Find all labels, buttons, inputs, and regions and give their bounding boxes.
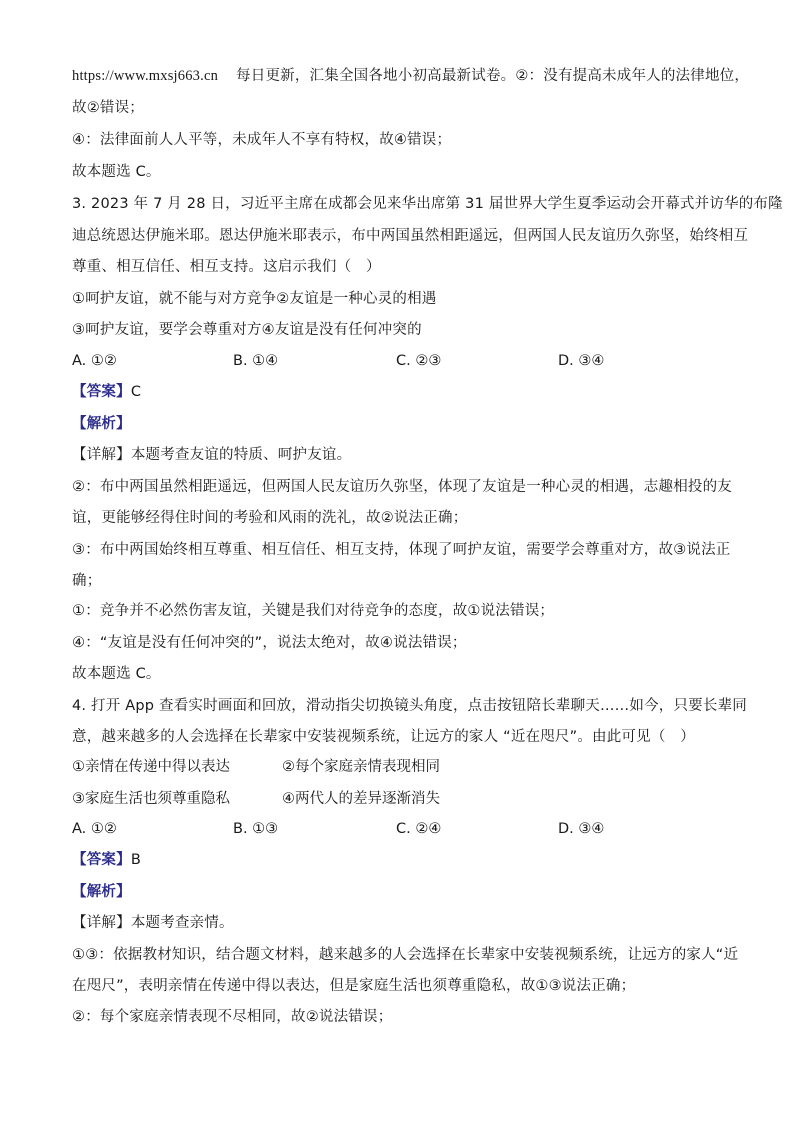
text-line: ②：没有提高未成年人的法律地位， — [515, 68, 750, 84]
question-4-item: ④两代人的差异逐渐消失 — [282, 791, 440, 807]
analysis-tag: 【解析】 — [72, 884, 131, 900]
option-d: D. ③④ — [558, 353, 605, 369]
answer-line — [72, 382, 141, 402]
analysis-text: ②：布中两国虽然相距遥远，但两国人民友谊历久弥坚，体现了友谊是一种心灵的相遇，志趣相投的友 — [72, 479, 732, 495]
analysis-line — [72, 414, 131, 434]
question-3-stem: 尊重、相互信任、相互支持。这启示我们（ ） — [72, 259, 381, 275]
question-4-item: ①亲情在传递中得以表达 — [72, 759, 230, 775]
answer-value: B — [130, 852, 141, 868]
analysis-text: ④：“友谊是没有任何冲突的”，说法太绝对，故④说法错误； — [72, 635, 467, 651]
header-line — [72, 66, 749, 86]
answer-tag: 【答案】 — [72, 384, 131, 400]
detail-tag: 【详解】 — [72, 915, 131, 931]
analysis-text: ③：布中两国始终相互尊重、相互信任、相互支持，体现了呵护友谊，需要学会尊重对方，故③说法正 — [72, 542, 731, 558]
option-d: D. ③④ — [558, 821, 605, 837]
analysis-text: 谊，更能够经得住时间的考验和风雨的洗礼，故②说法正确； — [72, 510, 468, 526]
detail-line — [72, 913, 234, 933]
text-line: 故②错误； — [72, 100, 144, 116]
option-b: B. ①④ — [233, 353, 279, 369]
analysis-text: ②：每个家庭亲情表现不尽相同，故②说法错误； — [72, 1009, 393, 1025]
option-a: A. ①② — [72, 353, 117, 369]
option-a: A. ①② — [72, 821, 117, 837]
detail-tag: 【详解】 — [72, 447, 131, 463]
question-3-items: ③呵护友谊，要学会尊重对方④友谊是没有任何冲突的 — [72, 322, 422, 338]
detail-text: 本题考查亲情。 — [130, 915, 234, 931]
analysis-text: 故本题选 C。 — [72, 666, 161, 682]
question-4-stem: 意，越来越多的人会选择在长辈家中安装视频系统，让远方的家人 “近在咫尺”。由此可见（ ） — [72, 729, 695, 745]
question-3-stem: 3. 2023 年 7 月 28 日，习近平主席在成都会见来华出席第 31 届世界大学生夏季运动会开幕式并访华的布隆 — [72, 196, 783, 212]
question-4-item: ③家庭生活也须尊重隐私 — [72, 791, 230, 807]
analysis-tag: 【解析】 — [72, 416, 131, 432]
text-line: 故本题选 C。 — [72, 164, 161, 180]
analysis-text: 在咫尺”，表明亲情在传递中得以表达，但是家庭生活也须尊重隐私，故①③说法正确； — [72, 978, 636, 994]
question-4-item: ②每个家庭亲情表现相同 — [282, 759, 440, 775]
text-line: ④：法律面前人人平等，未成年人不享有特权，故④错误； — [72, 132, 452, 148]
analysis-text: ①③：依据教材知识，结合题文材料，越来越多的人会选择在长辈家中安装视频系统，让远方的家人“近 — [72, 947, 739, 963]
answer-line — [72, 850, 141, 870]
option-c: C. ②④ — [396, 821, 442, 837]
question-3-stem: 迪总统恩达伊施米耶。恩达伊施米耶表示，布中两国虽然相距遥远，但两国人民友谊历久弥坚，始终相互 — [72, 228, 749, 244]
question-4-stem: 4. 打开 App 查看实时画面和回放，滑动指尖切换镜头角度，点击按钮陪长辈聊天……如今，只要长辈同 — [72, 698, 747, 714]
source-url[interactable]: https://www.mxsj663.cn — [72, 68, 219, 84]
answer-tag: 【答案】 — [72, 852, 131, 868]
option-c: C. ②③ — [396, 353, 442, 369]
detail-text: 本题考查友谊的特质、呵护友谊。 — [130, 447, 352, 463]
analysis-line — [72, 882, 131, 902]
analysis-text: 确； — [72, 573, 102, 589]
answer-value: C — [130, 384, 142, 400]
question-3-items: ①呵护友谊，就不能与对方竞争②友谊是一种心灵的相遇 — [72, 291, 437, 307]
detail-line — [72, 445, 351, 465]
analysis-text: ①：竞争并不必然伤害友谊，关键是我们对待竞争的态度，故①说法错误； — [72, 603, 555, 619]
source-slogan: 每日更新，汇集全国各地小初高最新试卷。 — [236, 68, 516, 84]
option-b: B. ①③ — [233, 821, 279, 837]
